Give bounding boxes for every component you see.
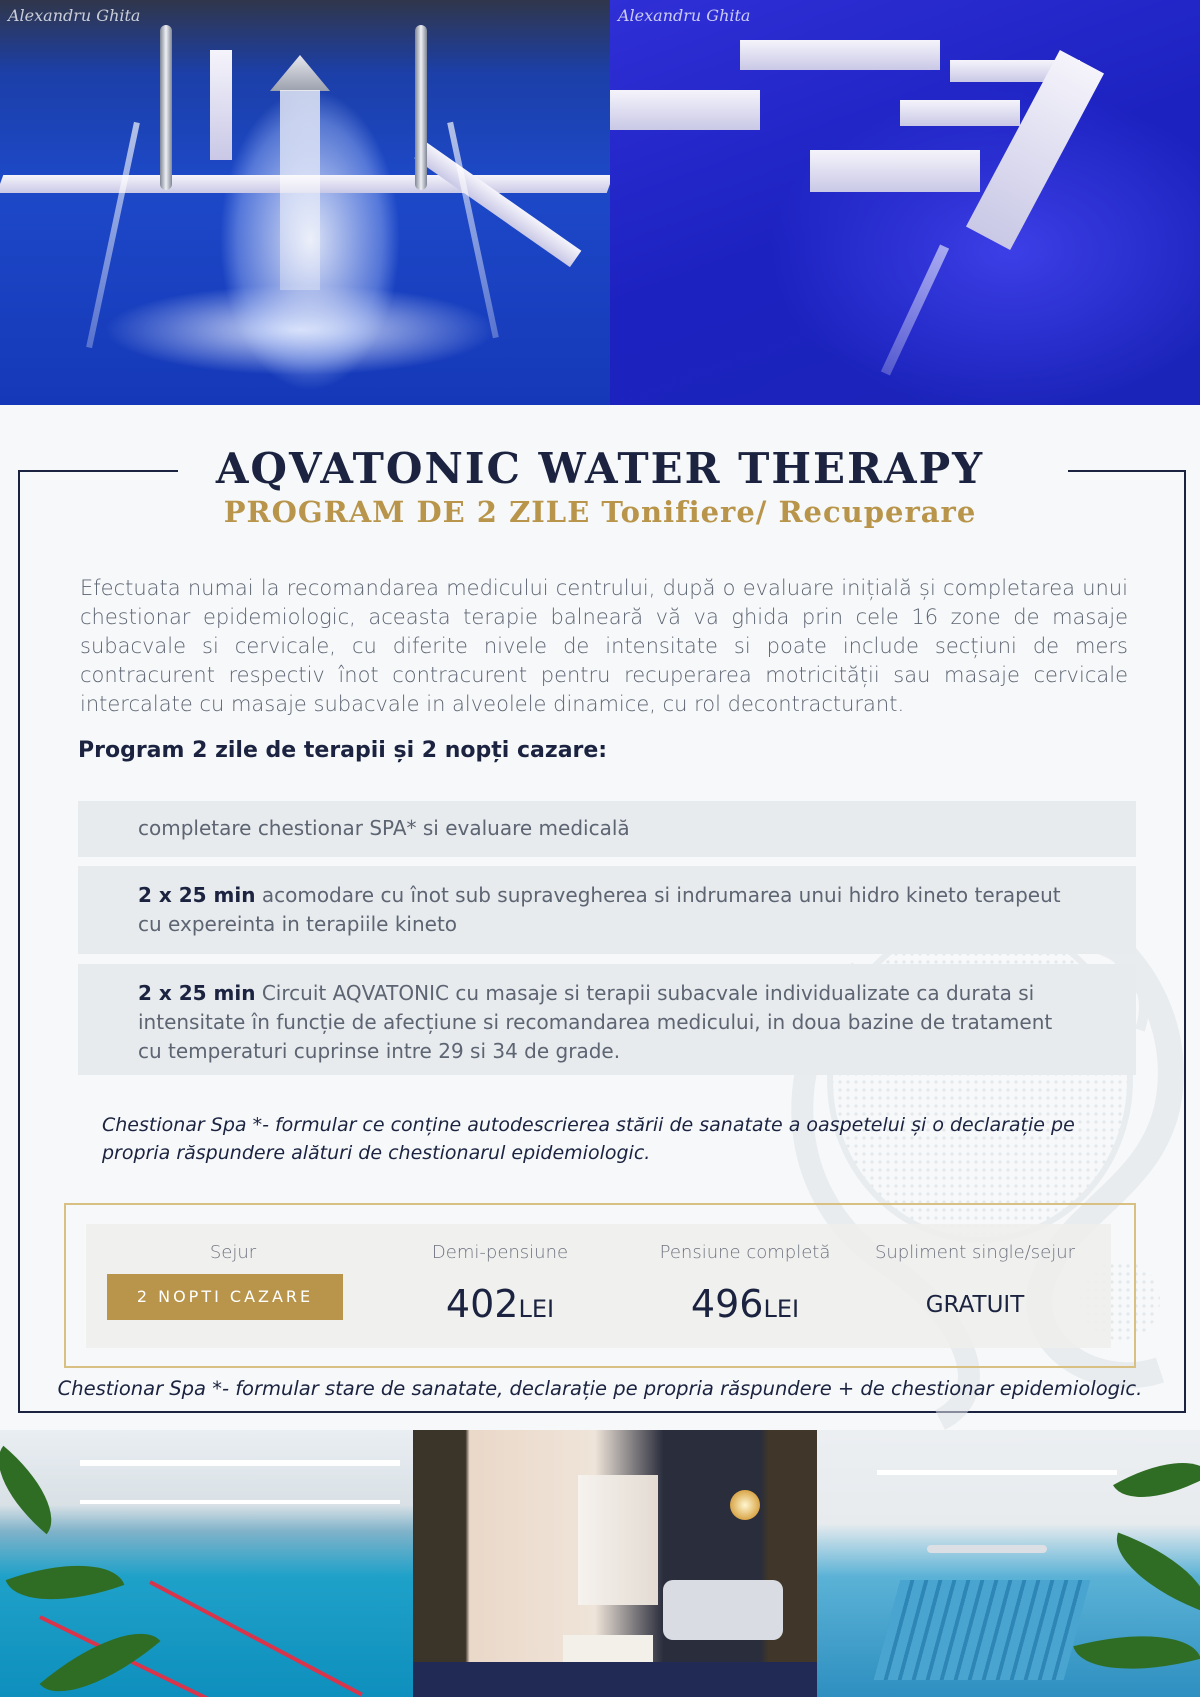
program-item-duration: 2 x 25 min — [138, 883, 256, 907]
single-supplement-label: Supliment single/sejur — [874, 1242, 1076, 1263]
fountain-spout — [270, 55, 330, 91]
handrail — [927, 1545, 1047, 1553]
photo-watermark: Alexandru Ghita — [8, 6, 141, 25]
water-jet — [86, 122, 140, 348]
plant-leaf — [1073, 1615, 1200, 1690]
program-item-text: Circuit AQVATONIC cu masaje si terapii subacvale individualizate ca durata si intensitate în funcție de afecțiune si recomandarea medicului, in doua bazine de tratament cu temperaturi cuprinse intre 29 si 34 de grade. — [138, 981, 1053, 1063]
pool-ledge — [414, 142, 581, 267]
balcony-railing — [80, 1500, 400, 1504]
full-board-price — [645, 1282, 845, 1326]
plant-leaf — [1103, 1533, 1200, 1613]
intro-paragraph: Efectuata numai la recomandarea medicului centrului, după o evaluare inițială și completarea unui chestionar epidemiologic, aceasta terapie balneară vă va ghida prin cele 16 zone de masaje subacvale si cervicale, cu diferite nivele de intensitate si poate include secțiuni de mers contracurent respectiv înot contracurent pentru recuperarea motricității sau masaje cervicale intercalate cu masaje subacvale in alveolele dinamice, cu rol decontracturant. — [80, 576, 1128, 716]
questionnaire-footnote: Chestionar Spa *- formular stare de sanatate, declarație pe propria răspundere + de chestionar epidemiologic. — [57, 1377, 1143, 1400]
price-currency: LEI — [518, 1295, 555, 1323]
sejur-label: Sejur — [209, 1242, 257, 1263]
program-item-text: acomodare cu înot sub supravegherea si indrumarea unui hidro kineto terapeut cu expereinta in terapiile kineto — [138, 883, 1061, 936]
plant-leaf — [0, 1446, 72, 1534]
single-supplement-value: GRATUIT — [925, 1292, 1025, 1318]
page-title: AQVATONIC WATER THERAPY — [215, 444, 985, 493]
photo-hotel-room — [413, 1430, 817, 1697]
photo-indoor-pool — [0, 1430, 413, 1697]
stay-nights-button[interactable]: 2 NOPTI CAZARE — [107, 1274, 343, 1320]
price-number: 402 — [445, 1282, 519, 1326]
water-jet — [280, 90, 320, 290]
program-item — [78, 866, 1136, 954]
handrail-right — [415, 25, 427, 190]
full-board-label: Pensiune completă — [659, 1242, 831, 1263]
program-item-text: completare chestionar SPA* si evaluare medicală — [138, 816, 630, 840]
balcony-railing — [80, 1460, 400, 1466]
page-subtitle: PROGRAM DE 2 ZILE Tonifiere/ Recuperare — [223, 495, 977, 529]
photo-therapy-pool — [817, 1430, 1200, 1697]
lane-rope — [149, 1580, 363, 1696]
handrail-left — [160, 25, 172, 190]
water-jet — [447, 122, 499, 338]
frame-left — [18, 470, 20, 1413]
program-item — [78, 964, 1136, 1075]
pool-ledge — [810, 150, 980, 192]
price-currency: LEI — [763, 1295, 800, 1323]
program-heading: Program 2 zile de terapii și 2 nopți cazare: — [78, 738, 608, 763]
half-board-price — [400, 1282, 600, 1326]
photo-fountain-pool — [0, 0, 610, 405]
questionnaire-note: Chestionar Spa *- formular ce conține autodescrierea stării de sanatate a oaspetelui și o declarație pe propria răspundere alături de chestionarul epidemiologic. — [102, 1114, 1075, 1164]
therapy-pool-steps — [874, 1580, 1091, 1680]
program-item — [78, 801, 1136, 857]
balcony-railing — [877, 1470, 1117, 1475]
program-item-duration: 2 x 25 min — [138, 981, 256, 1005]
plant-leaf — [1113, 1440, 1200, 1520]
window-curtain — [578, 1475, 658, 1605]
carpet — [413, 1662, 817, 1697]
pool-ledge — [740, 40, 940, 70]
sofa — [663, 1580, 783, 1640]
pool-ledge — [210, 50, 232, 160]
wall-lamp — [730, 1490, 760, 1520]
water-reflection — [881, 244, 949, 375]
photo-watermark: Alexandru Ghita — [618, 6, 751, 25]
photo-blue-pool — [610, 0, 1200, 405]
price-number: 496 — [690, 1282, 764, 1326]
plant-leaf — [6, 1543, 125, 1623]
half-board-label: Demi-pensiune — [431, 1242, 569, 1263]
pool-ledge — [900, 100, 1020, 126]
plant-leaf — [40, 1607, 161, 1697]
pool-ledge — [610, 90, 760, 130]
